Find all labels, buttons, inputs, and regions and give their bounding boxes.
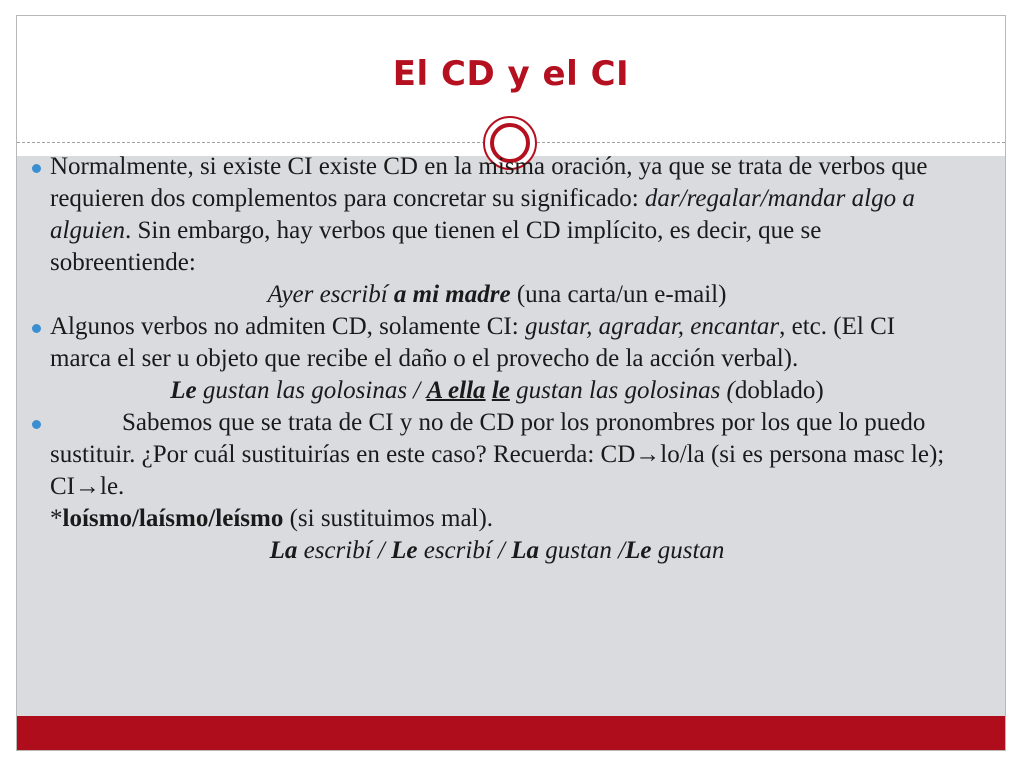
example-2-f: doblado) bbox=[734, 377, 824, 404]
example-3-a: La bbox=[269, 537, 298, 564]
example-2 bbox=[32, 375, 962, 407]
bullet-icon bbox=[32, 420, 41, 429]
example-3-h: gustan bbox=[651, 537, 725, 564]
bullet-item-1 bbox=[32, 151, 962, 279]
bullet-1-text-a: Normalmente, si existe CI existe CD en la misma oración, ya que se trata de verbos que requieren dos complementos para concretar su significado: bbox=[50, 153, 928, 212]
bullet-2-text-b: , etc. (El CI marca el ser u objeto que recibe el daño o el provecho de la acción verbal). bbox=[50, 313, 896, 372]
arrow-right-icon: → bbox=[75, 473, 100, 500]
arrow-right-icon: → bbox=[635, 441, 661, 468]
bullet-3-text-e: (si sustituimos mal). bbox=[283, 505, 494, 532]
example-3-d: escribí / bbox=[417, 537, 512, 564]
example-1-c: (una carta/un e-mail) bbox=[510, 281, 727, 308]
example-2-d: le bbox=[491, 377, 510, 404]
example-2-c: A ella bbox=[426, 377, 486, 404]
example-3-c: Le bbox=[391, 537, 418, 564]
bullet-3-text-b: lo/la (si es persona masc le); CI bbox=[50, 441, 945, 500]
example-3-b: escribí / bbox=[297, 537, 392, 564]
bullet-icon bbox=[32, 324, 41, 333]
example-2-a: Le bbox=[170, 377, 197, 404]
bullet-1-text-b: . Sin embargo, hay verbos que tienen el CD implícito, es decir, que se sobreentiende: bbox=[50, 217, 822, 276]
example-2-b: gustan las golosinas / bbox=[196, 377, 427, 404]
slide-title: El CD y el CI bbox=[392, 54, 630, 94]
example-3-f: gustan / bbox=[539, 537, 626, 564]
bullet-icon bbox=[32, 164, 41, 173]
example-3-e: La bbox=[511, 537, 539, 564]
bullet-2-text-a: Algunos verbos no admiten CD, solamente CI: bbox=[50, 313, 525, 340]
bullet-item-3 bbox=[32, 407, 962, 535]
bottom-band bbox=[17, 716, 1005, 751]
example-1-a: Ayer escribí bbox=[267, 281, 394, 308]
example-3-g: Le bbox=[625, 537, 652, 564]
bullet-item-2 bbox=[32, 311, 962, 375]
bullet-3-text-c: le. bbox=[100, 473, 125, 500]
bullet-3-text-bold: loísmo/laísmo/leísmo bbox=[62, 505, 284, 532]
example-3 bbox=[32, 535, 962, 567]
example-1 bbox=[32, 279, 962, 311]
example-1-b: a mi madre bbox=[393, 281, 511, 308]
slide-body bbox=[32, 151, 962, 567]
example-2-e: gustan las golosinas ( bbox=[509, 377, 735, 404]
bullet-3-text-a: Sabemos que se trata de CI y no de CD por los pronombres por los que lo puedo sustituir. ¿Por cuál sustituirías en este caso? Recuerda: CD bbox=[50, 409, 926, 468]
bullet-1-text-italic: dar/regalar/mandar algo a alguien bbox=[50, 185, 915, 244]
bullet-2-text-italic: gustar, agradar, encantar bbox=[524, 313, 780, 340]
bullet-3-text-d: * bbox=[50, 505, 63, 532]
